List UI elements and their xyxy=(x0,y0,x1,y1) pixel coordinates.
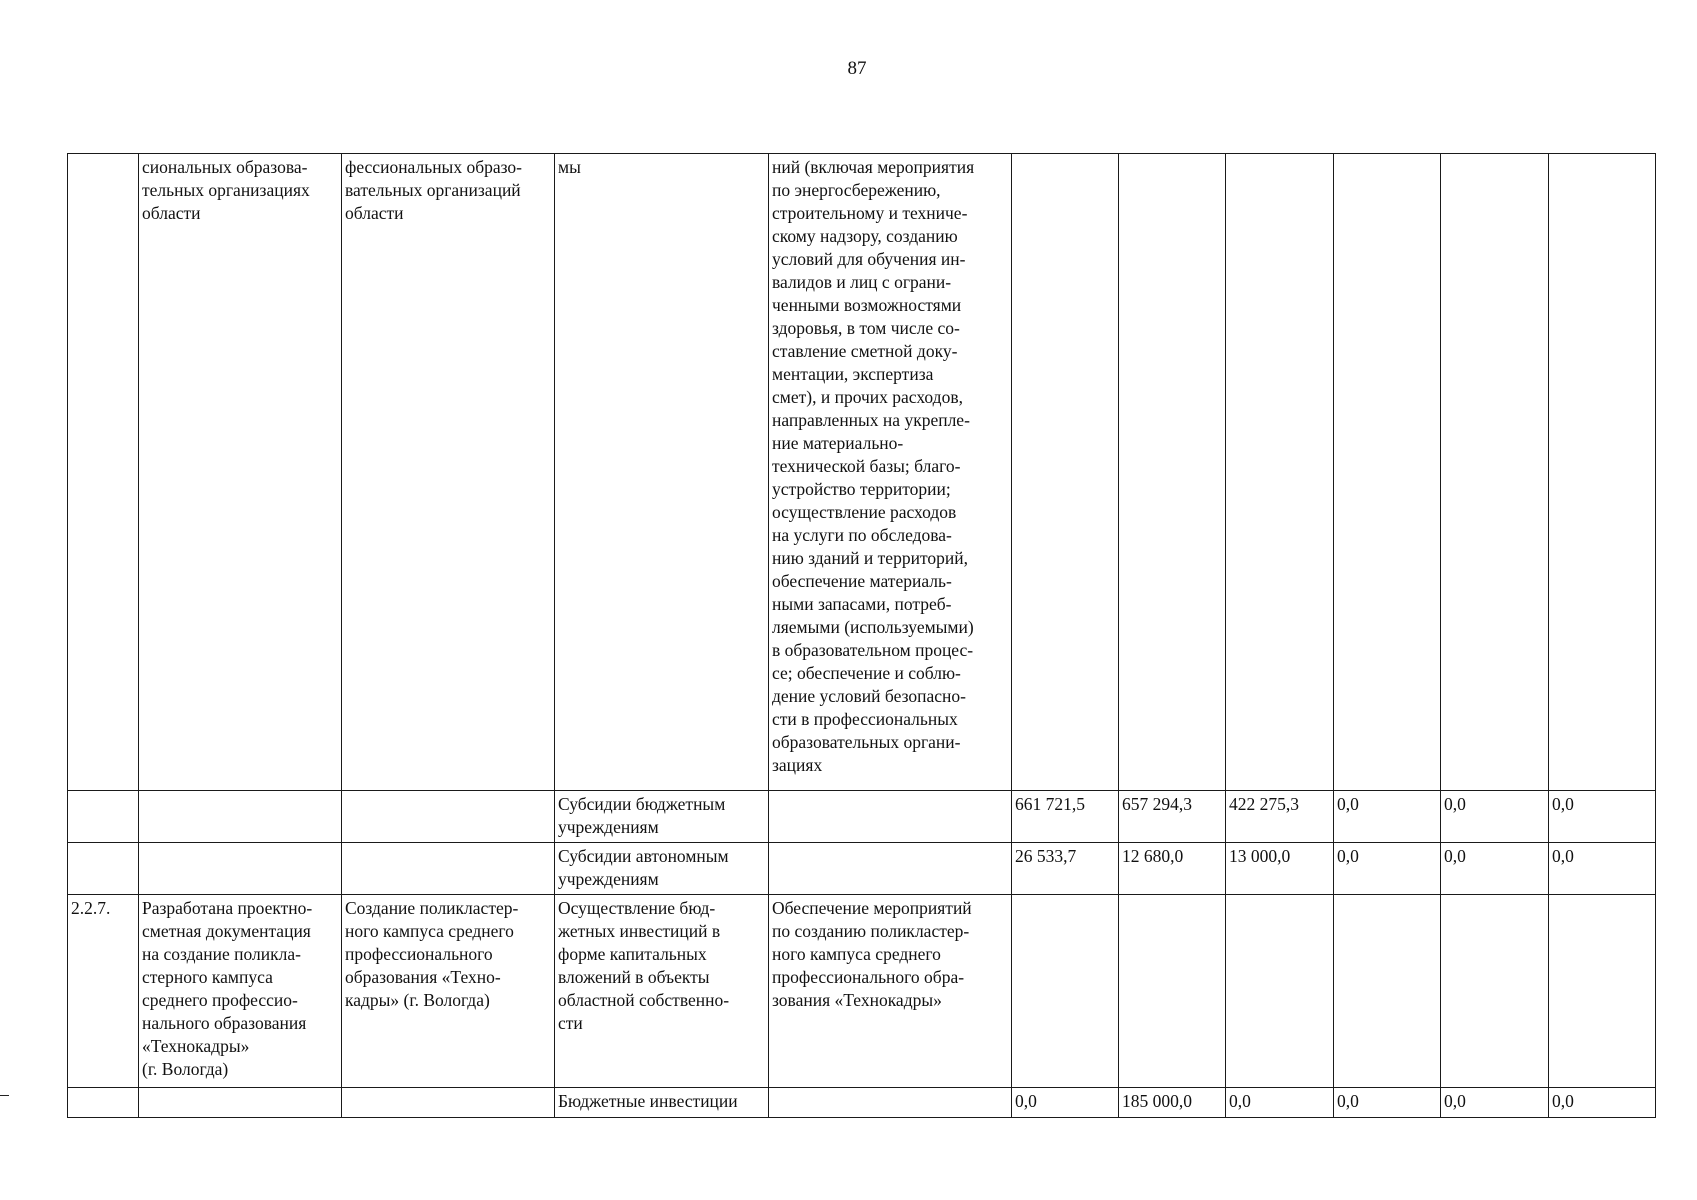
cell-measure: Создание поликластер- ного кампуса среднего профессионального образования «Техно- кадры» (г. Вологда) xyxy=(342,895,555,1088)
cell-amount xyxy=(1119,154,1226,791)
cell-expense-type: Субсидии бюджетным учреждениям xyxy=(555,791,769,843)
cell-measure xyxy=(342,1088,555,1118)
cell-result: Разработана проектно- сметная документация на создание поликла- стерного кампуса среднего профессио- нального образования «Технокадры» (г. Вологда) xyxy=(139,895,342,1088)
cell-amount: 0,0 xyxy=(1012,1088,1119,1118)
cell-amount: 0,0 xyxy=(1549,791,1656,843)
cell-expense-type: Осуществление бюд- жетных инвестиций в форме капитальных вложений в объекты областной собственно- сти xyxy=(555,895,769,1088)
cell-result: сиональных образова- тельных организациях области xyxy=(139,154,342,791)
cell-amount: 0,0 xyxy=(1441,1088,1549,1118)
table-row xyxy=(68,154,1656,791)
cell-result xyxy=(139,791,342,843)
cell-amount xyxy=(1549,895,1656,1088)
cell-number xyxy=(68,154,139,791)
cell-amount: 661 721,5 xyxy=(1012,791,1119,843)
cell-amount: 657 294,3 xyxy=(1119,791,1226,843)
cell-expense-type: Субсидии автономным учреждениям xyxy=(555,843,769,895)
cell-amount: 13 000,0 xyxy=(1226,843,1334,895)
cell-amount xyxy=(1119,895,1226,1088)
cell-result xyxy=(139,1088,342,1118)
cell-amount xyxy=(1334,154,1441,791)
cell-expense-type: Бюджетные инвестиции xyxy=(555,1088,769,1118)
table-row xyxy=(68,843,1656,895)
cell-amount: 0,0 xyxy=(1334,843,1441,895)
cell-description xyxy=(769,843,1012,895)
cell-number xyxy=(68,843,139,895)
cell-description xyxy=(769,1088,1012,1118)
cell-measure: фессиональных образо- вательных организаций области xyxy=(342,154,555,791)
cell-amount: 185 000,0 xyxy=(1119,1088,1226,1118)
cell-amount: 0,0 xyxy=(1549,843,1656,895)
cell-amount: 0,0 xyxy=(1334,1088,1441,1118)
cell-amount xyxy=(1012,154,1119,791)
margin-mark xyxy=(0,1095,9,1096)
cell-amount xyxy=(1441,154,1549,791)
cell-amount: 422 275,3 xyxy=(1226,791,1334,843)
cell-amount: 0,0 xyxy=(1441,791,1549,843)
cell-amount: 0,0 xyxy=(1334,791,1441,843)
cell-description xyxy=(769,791,1012,843)
cell-description: ний (включая мероприятия по энергосбережению, строительному и техниче- скому надзору, созданию условий для обучения ин- валидов и лиц с ограни- ченными возможностями здоровья, в том числе со- ставление сметной доку- ментации, экспертиза смет), и прочих расходов, направленных на укрепле- ние материально- технической базы; благо- устройство территории; осуществление расходов на услуги по обследова- нию зданий и территорий, обеспечение материаль- ными запасами, потреб- ляемыми (используемыми) в образовательном процес- се; обеспечение и соблю- дение условий безопасно- сти в профессиональных образовательных органи- зациях xyxy=(769,154,1012,791)
table-row xyxy=(68,791,1656,843)
page-number: 87 xyxy=(847,58,867,79)
cell-number: 2.2.7. xyxy=(68,895,139,1088)
cell-measure xyxy=(342,791,555,843)
cell-description: Обеспечение мероприятий по созданию поликластер- ного кампуса среднего профессионального обра- зования «Технокадры» xyxy=(769,895,1012,1088)
table-row xyxy=(68,1088,1656,1118)
cell-amount xyxy=(1549,154,1656,791)
cell-amount: 0,0 xyxy=(1226,1088,1334,1118)
cell-amount xyxy=(1441,895,1549,1088)
cell-expense-type: мы xyxy=(555,154,769,791)
cell-amount xyxy=(1334,895,1441,1088)
cell-amount: 0,0 xyxy=(1549,1088,1656,1118)
budget-table xyxy=(67,153,1656,1118)
cell-measure xyxy=(342,843,555,895)
cell-amount: 12 680,0 xyxy=(1119,843,1226,895)
cell-result xyxy=(139,843,342,895)
cell-amount xyxy=(1012,895,1119,1088)
cell-amount: 0,0 xyxy=(1441,843,1549,895)
table-row xyxy=(68,895,1656,1088)
cell-amount xyxy=(1226,895,1334,1088)
cell-amount xyxy=(1226,154,1334,791)
cell-amount: 26 533,7 xyxy=(1012,843,1119,895)
cell-number xyxy=(68,1088,139,1118)
cell-number xyxy=(68,791,139,843)
